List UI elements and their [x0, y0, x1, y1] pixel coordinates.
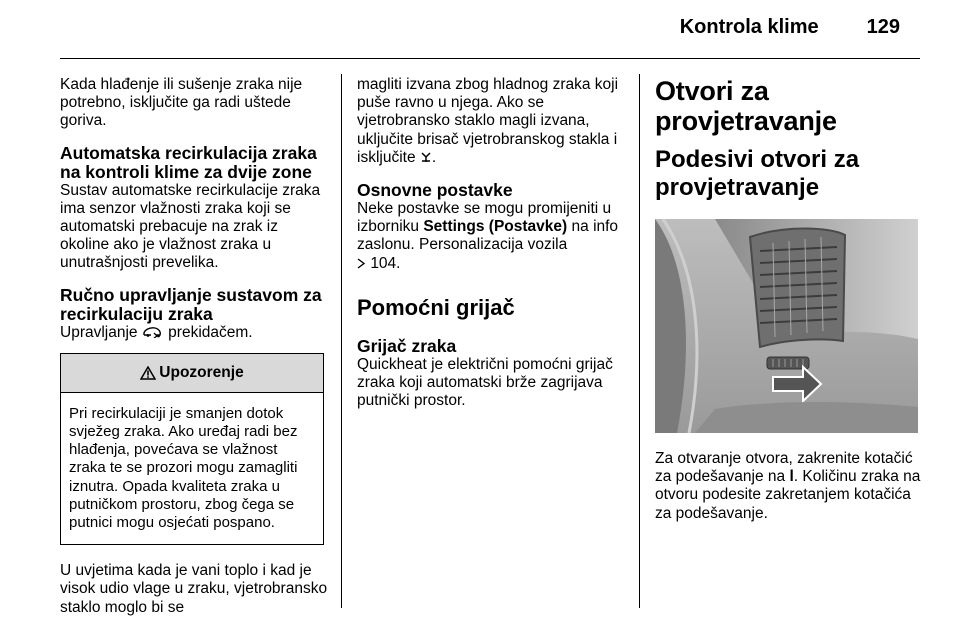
warning-title: Upozorenje [159, 363, 244, 381]
air-heater-paragraph: Quickheat je električni pomoćni grijač zraka koji automatski brže zagrijava putnički prostor. [357, 355, 613, 410]
page-reference: 104. [370, 254, 401, 272]
column-3 [655, 76, 925, 523]
column-1 [60, 76, 328, 617]
adjustable-vents-heading: Podesivi otvori za provjetravanje [655, 146, 860, 201]
auto-recirc-heading: Automatska recirkulacija zraka na kontroli klime za dvije zone [60, 142, 317, 182]
vent-caption: Za otvaranje otvora, zakrenite kotačić za podešavanje na l. Količinu zraka na otvoru podesite zakretanjem kotačića za podešavanje. [655, 450, 921, 522]
reference-arrow-icon [357, 258, 366, 269]
vent-illustration [655, 219, 918, 433]
warning-triangle-icon [140, 366, 156, 380]
page-title: Kontrola klime [679, 16, 819, 38]
warning-header [61, 354, 323, 393]
intro-paragraph: Kada hlađenje ili sušenje zraka nije potrebno, isključite ga radi uštede goriva. [60, 76, 303, 130]
settings-menu-label: Settings (Postavke) [423, 218, 568, 236]
recirculation-icon [142, 326, 164, 338]
a-c-snowflake-off-icon [420, 151, 432, 163]
auto-recirc-paragraph: Sustav automatske recirkulacije zraka ima senzor vlažnosti zraka koji se automatski prebacuje na zrak iz okoline ako je vlažnost zraka u unutrašnjosti prevelika. [60, 181, 321, 272]
continuation-paragraph: magliti izvana zbog hladnog zraka koji puše ravno u njega. Ako se vjetrobransko staklo magli izvana, uključite brisač vjetrobranskog stakla i isključite . [357, 76, 619, 166]
column-2 [357, 76, 629, 410]
auxiliary-heater-heading: Pomoćni grijač [357, 294, 515, 320]
page-number: 129 [866, 16, 900, 38]
manual-recirc-heading: Ručno upravljanje sustavom za recirkulaciju zraka [60, 284, 322, 324]
column-divider-1 [341, 74, 342, 608]
header-rule [60, 58, 920, 59]
warning-box [60, 353, 324, 545]
basic-settings-paragraph: Neke postavke se mogu promijeniti u izborniku Settings (Postavke) na info zaslonu. Personalizacija vozila 104. [357, 200, 619, 272]
manual-recirc-paragraph: Upravljanje prekidačem. [60, 323, 253, 341]
humid-conditions-paragraph: U uvjetima kada je vani toplo i kad je visok udio vlage u zraku, vjetrobransko staklo moglo bi se [60, 562, 328, 616]
warning-text: Pri recirkulaciji je smanjen dotok svježeg zraka. Ako uređaj radi bez hlađenja, povećava se vlažnost zraka te se prozori mogu zamagliti iznutra. Opada kvaliteta zraka u putničkom prostoru, zbog čega se putnici mogu osjećati pospano. [69, 404, 298, 532]
air-heater-heading: Grijač zraka [357, 335, 457, 356]
column-divider-2 [639, 74, 640, 608]
vent-open-symbol: l [789, 468, 794, 486]
vents-heading: Otvori za provjetravanje [655, 76, 837, 136]
page-header [680, 16, 900, 39]
basic-settings-heading: Osnovne postavke [357, 180, 513, 201]
